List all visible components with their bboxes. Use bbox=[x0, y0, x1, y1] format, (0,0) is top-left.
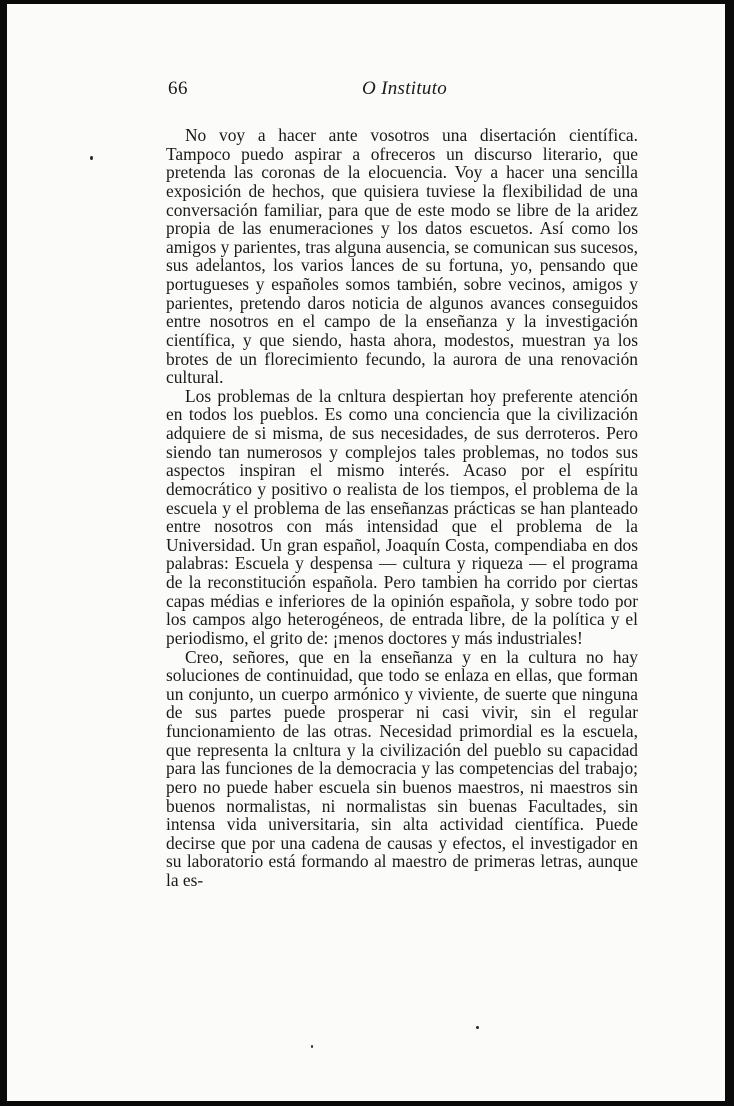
body-text bbox=[166, 126, 638, 890]
scan-border-bottom bbox=[0, 1101, 734, 1106]
scan-border-right bbox=[725, 0, 734, 1106]
scan-speck bbox=[90, 156, 93, 160]
scan-border-top bbox=[0, 0, 734, 4]
paragraph-3: Creo, señores, que en la enseñanza y en la cultura no hay soluciones de continuidad, que todo se enlaza en ellas, que forman un conjunto, un cuerpo armónico y viviente, de suerte que ninguna de sus partes puede prosperar ni casi vivir, sin el regular funcionamiento de las otras. Necesidad primordial es la escuela, que representa la cnltura y la civilización del pueblo su capacidad para las funciones de la democracia y las competencias del trabajo; pero no puede haber escuela sin buenos maestros, ni maestros sin buenos normalistas, ni normalistas sin buenas Facultades, sin intensa vida universitaria, sin alta actividad científica. Puede decirse que por una cadena de causas y efectos, el investigador en su laboratorio está formando al maestro de primeras letras, aunque la es- bbox=[166, 646, 638, 890]
running-title: O Instituto bbox=[362, 78, 448, 99]
paragraph-1: No voy a hacer ante vosotros una disertación científica. Tampoco puedo aspirar a ofreceros un discurso literario, que pretenda las coronas de la elocuencia. Voy a hacer una sencilla exposición de hechos, que quisiera tuviese la flexibilidad de una conversación familiar, para que de este modo se libre de la aridez propia de las enumeraciones y los datos escuetos. Así como los amigos y parientes, tras alguna ausencia, se comunican sus sucesos, sus adelantos, los varios lances de su fortuna, yo, pensando que portugueses y españoles somos también, sobre vecinos, amigos y parientes, pretendo daros noticia de algunos avances conseguidos entre nosotros en el campo de la enseñanza y la investigación científica, y que siendo, hasta ahora, modestos, muestran ya los brotes de un florecimiento fecundo, la aurora de una renovación cultural. bbox=[166, 125, 638, 388]
scan-border-left bbox=[0, 0, 7, 1106]
scan-speck bbox=[311, 1045, 313, 1048]
scan-speck bbox=[476, 1026, 479, 1029]
page-number: 66 bbox=[168, 78, 188, 99]
paragraph-2: Los problemas de la cnltura despiertan hoy preferente atención en todos los pueblos. Es como una conciencia que la civilización adquiere de si misma, de sus necesidades, de sus derroteros. Pero siendo tan numerosos y complejos tales problemas, no todos sus aspectos inspiran el mismo interés. Acaso por el espíritu democrático y positivo o realista de los tiempos, el problema de la escuela y el problema de las enseñanzas prácticas se han planteado entre nosotros con más intensidad que el problema de la Universidad. Un gran español, Joaquín Costa, compendiaba en dos palabras: Escuela y despensa — cultura y riqueza — el programa de la reconstitución española. Pero tambien ha corrido por ciertas capas médias e inferiores de la opinión española, y sobre todo por los campos algo heterogéneos, de entrada libre, de la política y el periodismo, el grito de: ¡menos doctores y más industriales! bbox=[166, 385, 638, 648]
